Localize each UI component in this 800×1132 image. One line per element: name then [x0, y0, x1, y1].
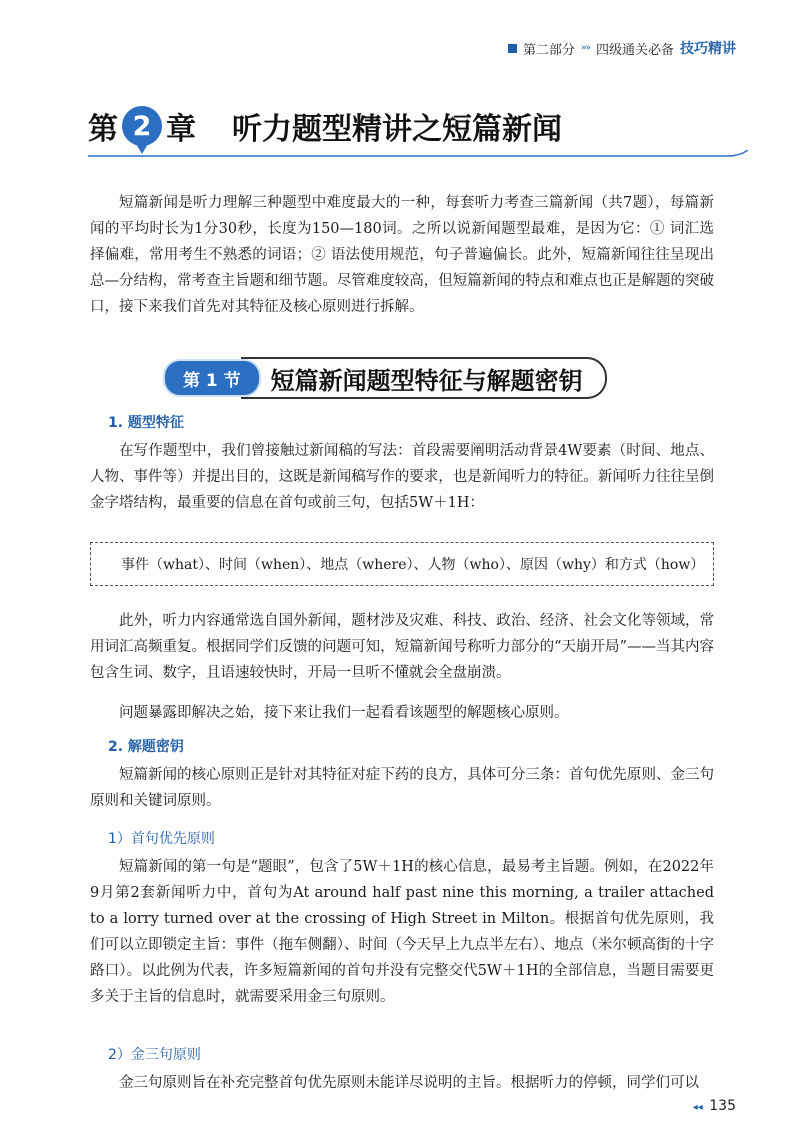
5w1h-box: 事件（what）、时间（when）、地点（where）、人物（who）、原因（why）和方式（how） — [90, 542, 714, 586]
subheading-keys: 2. 解题密钥 — [108, 739, 184, 755]
features-paragraph-3: 问题暴露即解决之始，接下来让我们一起看看该题型的解题核心原则。 — [119, 705, 569, 721]
intro-paragraph: 短篇新闻是听力理解三种题型中难度最大的一种，每套听力考查三篇新闻（共7题），每篇新闻的平均时长为1分30秒，长度为150—180词。之所以说新闻题型最难，是因为它：① 词汇选择偏难，常用考生不熟悉的词语；② 语法使用规范，句子普遍偏长。此外，短篇新闻往往呈现出总—分结构，常考查主旨题和细节题。尽管难度较高，但短篇新闻的特点和难点也正是解题的突破口，接下来我们首先对其特征及核心原则进行拆解。 — [90, 195, 714, 315]
chapter-title: 听力题型精讲之短篇新闻 — [232, 112, 562, 147]
header-part: 第二部分 — [522, 42, 575, 58]
page-number: 135 — [709, 1098, 736, 1114]
features-paragraph-2: 此外，听力内容通常选自国外新闻，题材涉及灾难、科技、政治、经济、社会文化等领域，常用词汇高频重复。根据同学们反馈的问题可知，短篇新闻号称听力部分的“天崩开局”——当其内容包含生词、数字，且语速较快时，开局一旦听不懂就会全盘崩溃。 — [90, 613, 714, 681]
subheading-first-sentence: 1）首句优先原则 — [108, 831, 215, 847]
double-left-arrow-icon: ◂◂ — [692, 1102, 703, 1113]
running-header — [508, 38, 736, 58]
chapter-heading — [88, 102, 562, 150]
section-heading — [163, 357, 607, 399]
chapter-prefix: 第 — [88, 112, 118, 147]
chapter-number-badge: 2 — [122, 106, 162, 146]
golden-three-paragraph: 金三句原则旨在补充完整首句优先原则未能详尽说明的主旨。根据听力的停顿，同学们可以 — [119, 1075, 699, 1091]
subheading-golden-three: 2）金三句原则 — [108, 1047, 201, 1063]
chapter-suffix: 章 — [166, 112, 196, 147]
keys-paragraph: 短篇新闻的核心原则正是针对其特征对症下药的良方，具体可分三条：首句优先原则、金三句原则和关键词原则。 — [90, 767, 714, 809]
square-bullet-icon — [508, 44, 517, 53]
header-topic: 技巧精讲 — [680, 41, 736, 57]
section-title: 短篇新闻题型特征与解题密钥 — [241, 357, 607, 399]
header-section: 四级通关必备 — [595, 42, 674, 58]
chapter-underline — [88, 150, 748, 158]
subheading-features: 1. 题型特征 — [108, 415, 184, 431]
page-footer — [693, 1098, 736, 1114]
first-sentence-paragraph: 短篇新闻的第一句是“题眼”，包含了5W＋1H的核心信息，最易考主旨题。例如，在2022年9月第2套新闻听力中，首句为At around half past nine this morning, a trailer attached to a lorry turned over at the crossing of High Street in Milton。根据首句优先原则，我们可以立即锁定主旨：事件（拖车侧翻）、时间（今天早上九点半左右）、地点（米尔顿高街的十字路口）。以此例为代表，许多短篇新闻的首句并没有完整交代5W＋1H的全部信息，当题目需要更多关于主旨的信息时，就需要采用金三句原则。 — [90, 859, 714, 1005]
double-arrow-icon: »» — [580, 43, 590, 53]
features-paragraph: 在写作题型中，我们曾接触过新闻稿的写法：首段需要阐明活动背景4W要素（时间、地点、人物、事件等）并提出目的，这既是新闻稿写作的要求，也是新闻听力的特征。新闻听力往往呈倒金字塔结构，最重要的信息在首句或前三句，包括5W＋1H： — [90, 443, 714, 511]
section-tag: 第 1 节 — [163, 359, 261, 397]
